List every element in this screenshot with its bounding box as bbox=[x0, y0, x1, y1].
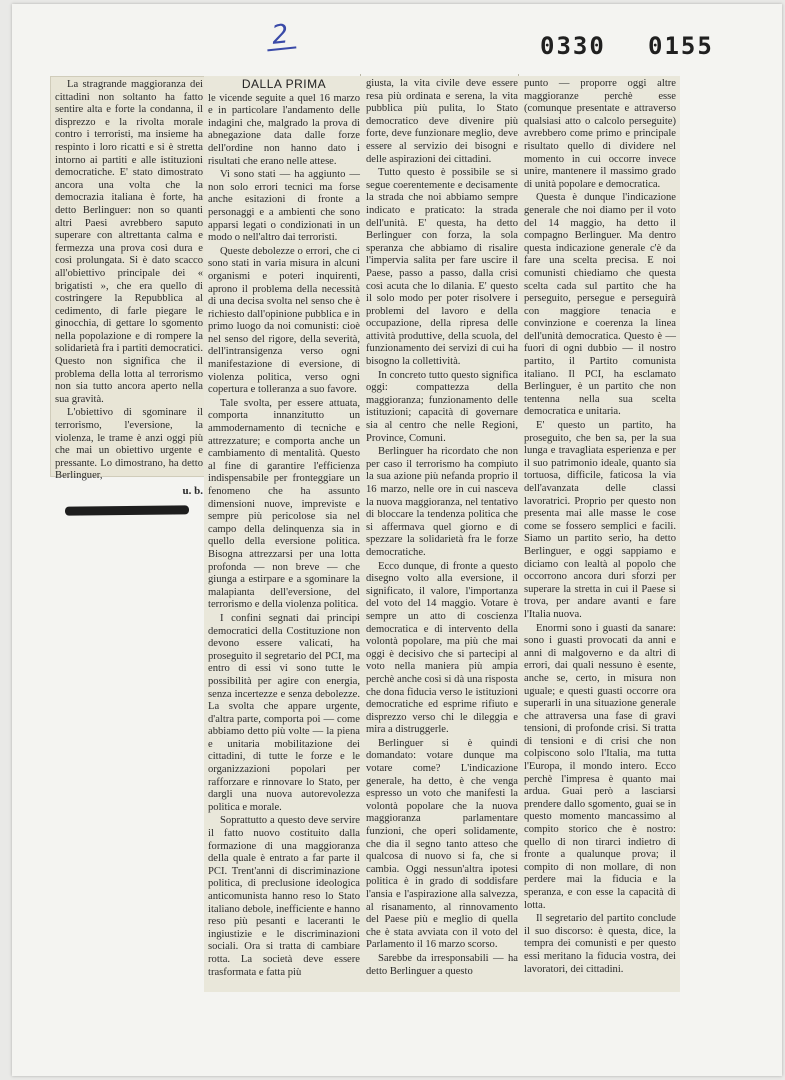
paragraph: Queste debolezze o errori, che ci sono stati in varia misura in alcuni organismi e poteri inquirenti, aprono il problema della necessità di una decisa svolta nel senso che è richiesto dall'opinione pubblica e in primo luogo da noi comunisti: cioè nel senso del rigore, della severità, dell'intransigenza verso ogni manifestazione di eversione, di violenza politica, verso ogni copertura e tolleranza a suo favore. bbox=[208, 245, 360, 396]
paragraph: Enormi sono i guasti da sanare: sono i guasti provocati da anni e anni di malgoverno e da altri di errori, dai quali nessuno è esente, anche se, certo, in misura non uguale; e questi guasti occorre ora superarli in una situazione generale che attraversa una fase di gravi tensioni, di profonde crisi. Si tratta di tensioni e di crisi che non colpiscono solo l'Italia, ma tutta l'Europa, il mondo intero. Ecco perchè l'impresa è quanto mai ardua. Guai però a lasciarsi prendere dallo sgomento, guai se in questo momento mancassimo al compito storico che è nostro: quello di non tirarci indietro di fronte a qualunque prova; il compito di non mollare, di non perdere mai la fiducia e la speranza, e con esse la capacità di lotta. bbox=[524, 622, 676, 911]
paragraph: In concreto tutto questo significa oggi: compattezza della maggioranza; funzionamento delle istituzioni; capacità di governare sia al centro che nelle Regioni, Province, Comuni. bbox=[366, 369, 518, 444]
paragraph: Soprattutto a questo deve servire il fatto nuovo costituito dalla formazione di una maggioranza della quale è entrato a far parte il PCI. Trent'anni di discriminazione politica, di preclusione ideologica anticomunista hanno reso lo Stato italiano debole, inefficiente e hanno reso più pesanti e laceranti le ingiustizie e le discriminazioni sociali. Ora si tratta di cambiare rotta. La società deve essere trasformata e fatta più bbox=[208, 815, 360, 978]
article-column-2 bbox=[204, 76, 364, 992]
paragraph: Tale svolta, per essere attuata, comporta innanzitutto un ammodernamento di tecniche e attrezzature; e comporta anche un cambiamento di mentalità. Questo al fine di garantire l'efficienza indispensabile per fronteggiare un fenomeno che ha assunto dimensioni nuove, impreviste e sempre più pericolose sia nel campo della delinquenza sia in quello della eversione politica. Bisogna attrezzarsi per una lotta profonda — non breve — che giunga a estirpare e a sgominare la malapianta dell'eversione, del terrorismo e della violenza politica. bbox=[208, 397, 360, 611]
archive-stamp-left: 0330 bbox=[540, 32, 606, 60]
archive-stamp-right: 0155 bbox=[648, 32, 714, 60]
article-column-4 bbox=[520, 76, 680, 992]
section-heading: DALLA PRIMA bbox=[241, 77, 327, 91]
paragraph: Questa è dunque l'indicazione generale che noi diamo per il voto del 14 maggio, ha detto il compagno Berlinguer. Ma dentro questa indicazione generale c'è da fare una scelta precisa. E noi comunisti chiediamo che questa scelta cada sul partito che ha perseguito, persegue e perseguirà con maggiore tenacia e convinzione e coerenza la linea dell'unità democratica. Questo è — fuori di ogni dubbio — il nostro partito, il Partito comunista italiano. Il PCI, ha esclamato Berlinguer, è un partito che non tentenna nella sua scelta democratica e unitaria. bbox=[524, 192, 676, 418]
paragraph: Berlinguer ha ricordato che non per caso il terrorismo ha compiuto la sua azione più nefanda proprio il 16 marzo, nelle ore in cui nasceva la nuova maggioranza, nel tentativo di bloccare la tendenza politica che si affermava quel giorno e di spezzare la solidarietà fra le forze democratiche. bbox=[366, 446, 518, 558]
paragraph: Vi sono stati — ha aggiunto — non solo errori tecnici ma forse anche esitazioni di fronte a personaggi e a ambienti che sono apparsi legati o condizionati in un modo o nell'altro dai terroristi. bbox=[208, 169, 360, 244]
redaction-bar bbox=[65, 505, 189, 515]
paragraph: punto — proporre oggi altre maggioranze perchè esse (comunque presentate e attraverso qualsiasi atto o calcolo perseguite) avrebbero come primo e principale risultato quello di dividere nel momento in cui occorre invece unire, mantenere il massimo grado di unità popolare e democratica. bbox=[524, 78, 676, 190]
paragraph: E' questo un partito, ha proseguito, che ben sa, per la sua lunga e travagliata esperienza e per il suo patrimonio ideale, quanto sia tortuosa, difficile, faticosa la via dell'avanzata delle classi lavoratrici. Proprio per questo non presenta mai alle masse le cose come se fossero semplici e facili. Siamo un partito serio, ha detto Berlinguer, e oggi sappiamo e diciamo con lealtà al popolo che occorrono ancora duri sforzi per superare la stretta in cui il Paese si trova, per andare avanti e fare l'Italia nuova. bbox=[524, 420, 676, 620]
paragraph: L'obiettivo di sgominare il terrorismo, l'eversione, la violenza, le trame è anzi oggi più che mai un obiettivo urgente e pressante. Lo dimostrano, ha detto Berlinguer, bbox=[55, 407, 203, 482]
paragraph: I confini segnati dai principi democratici della Costituzione non devono essere valicati, ha proseguito il segretario del PCI, ma entro di essi vi sono tutte le possibilità per agire con energia, senza incertezze e senza debolezze. La svolta che appare urgente, d'altra parte, comporta poi — come abbiamo detto più volte — la piena e unitaria mobilitazione dei cittadini, di tutte le forze e le organizzazioni popolari per rafforzare e rinnovare lo Stato, per dargli una nuova autorevolezza politica e morale. bbox=[208, 612, 360, 813]
paragraph: Il segretario del partito conclude il suo discorso: è questa, dice, la tempra dei comunisti e per questo essi meritano la fiducia vostra, dei lavoratori, dei cittadini. bbox=[524, 913, 676, 975]
handwritten-page-number: 2 bbox=[265, 21, 296, 52]
author-signature: u. b. bbox=[182, 485, 203, 497]
paragraph: Sarebbe da irresponsabili — ha detto Berlinguer a questo bbox=[366, 952, 518, 977]
paragraph: le vicende seguite a quel 16 marzo e in particolare l'andamento delle indagini che, malgrado la prova di abnegazione data dalle forze dell'ordine non hanno dato i risultati che erano nelle attese. bbox=[208, 92, 360, 167]
paragraph: Ecco dunque, di fronte a questo disegno volto alla eversione, il significato, il valore, l'importanza del voto del 14 maggio. Votare è sempre un atto di coscienza democratica e di intervento della volontà popolare, ma più che mai oggi è decisivo che si partecipi al voto nella maniera più ampia perchè anche così si dà una risposta che dona fiducia verso le istituzioni democratiche ed esprime rifiuto e disprezzo verso chi le dileggia e mira a distruggerle. bbox=[366, 560, 518, 736]
paragraph: Berlinguer si è quindi domandato: votare dunque ma votare come? L'indicazione generale, ha detto, è che venga espresso un voto che manifesti la volontà popolare che la nuova maggioranza parlamentare funzioni, che operi solidamente, che dia il segno tanto atteso che qualcosa di nuovo si fa, che si cambia. Oggi nessun'altra ipotesi politica è in grado di soddisfare l'ansia e l'aspirazione alla salvezza, al risanamento, al rinnovamento del Paese più e meglio di quella che è stata avviata con il voto del Parlamento il 16 marzo scorso. bbox=[366, 737, 518, 951]
paragraph: Tutto questo è possibile se si segue coerentemente e decisamente la strada che noi abbiamo sempre indicato e praticato: la strada dell'unità. E' questa, ha detto Berlinguer con forza, la sola speranza che abbiamo di risalire l'impervia salita per fare uscire il Paese, passo a passo, dalla crisi così acuta che lo dilania. E' questo il solo modo per poter risolvere i problemi del lavoro e della occupazione, della ripresa delle attività produttive, della scuola, del funzionamento dei servizi di cui ha bisogno la collettività. bbox=[366, 167, 518, 368]
paragraph: giusta, la vita civile deve essere resa più ordinata e serena, la vita pubblica più pulita, lo Stato democratico deve divenire più forte, deve funzionare meglio, deve essere al servizio dei bisogni e delle aspirazioni dei cittadini. bbox=[366, 78, 518, 165]
paragraph: La stragrande maggioranza dei cittadini non soltanto ha fatto sentire alta e forte la condanna, il disprezzo e la rivolta morale contro i terroristi, ma insieme ha respinto i loro ricatti e si è stretta intorno ai partiti e alle istituzioni democratiche. E' stato dimostrato ancora una volta che la democrazia italiana è forte, ha detto Berlinguer: non so quanti altri Paesi avrebbero saputo superare con altrettanta calma e fermezza una prova così dura e così prolungata. Si è dato scacco all'obiettivo principale dei « brigatisti », che era quello di costringere la Repubblica al cedimento, di farle piegare le ginocchia, di gettare lo sgomento nella popolazione e di rompere la solidarietà fra i partiti democratici. Questo non significa che il problema della lotta al terrorismo non sia tutto ancora aperto nella sua gravità. bbox=[55, 79, 203, 405]
article-column-3 bbox=[362, 76, 522, 992]
article-column-1 bbox=[50, 76, 208, 497]
